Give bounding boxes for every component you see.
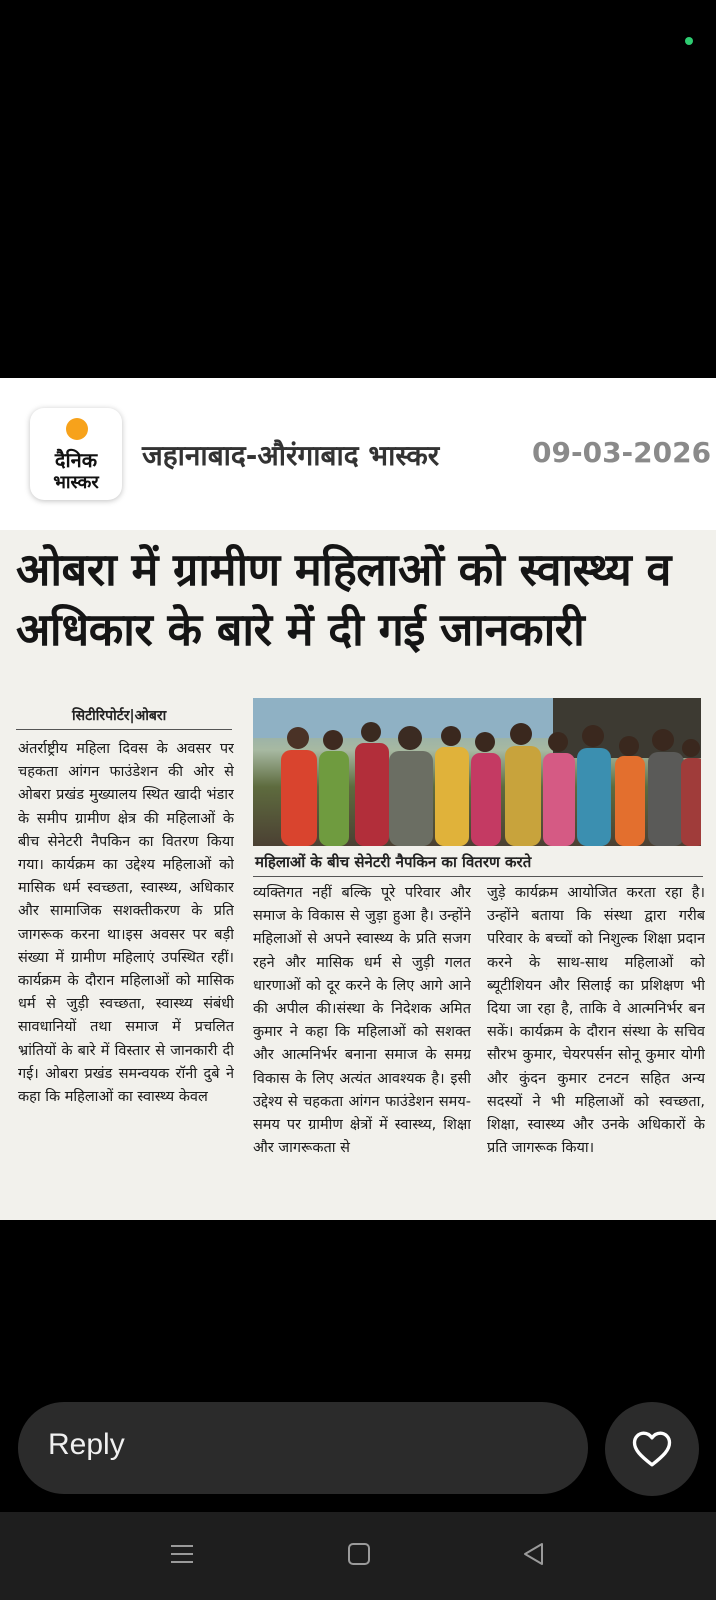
edition-title: जहानाबाद-औरंगाबाद भास्कर	[142, 439, 440, 472]
square-icon[interactable]	[345, 1540, 373, 1568]
article-byline: सिटीरिपोर्टर|ओबरा	[72, 708, 167, 724]
post-header	[0, 378, 716, 530]
triangle-back-icon[interactable]	[520, 1540, 548, 1568]
article-photo	[253, 698, 701, 846]
system-navigation-bar	[0, 1512, 716, 1600]
shared-news-clipping[interactable]	[0, 378, 716, 1220]
dainik-bhaskar-logo	[30, 408, 122, 500]
article-column-3: जुड़े कार्यक्रम आयोजित करता रहा है। उन्होंने बताया कि संस्था द्वारा गरीब परिवार के बच्चों को निशुल्क शिक्षा प्रदान करने के साथ-साथ महिलाओं को ब्यूटीशियन और सिलाई का प्रशिक्षण भी दिया जा रहा है, ताकि वे आत्मनिर्भर बन सकें। कार्यक्रम के दौरान संस्था के सचिव सौरभ कुमार, चेयरपर्सन सोनू कुमार योगी और कुंदन कुमार टनटन सहित अन्य सदस्यों ने भी महिलाओं को स्वच्छता, शिक्षा, स्वास्थ्य और उनके अधिकारों के प्रति जागरूक किया।	[487, 885, 705, 1157]
heart-icon	[632, 1430, 672, 1468]
caption-divider	[253, 876, 703, 877]
logo-line1: दैनिक	[54, 448, 98, 472]
article-headline: ओबरा में ग्रामीण महिलाओं को स्वास्थ्य व अधिकार के बारे में दी गई जानकारी	[16, 543, 671, 656]
logo-line2: भास्कर	[53, 472, 99, 493]
reply-label: Reply	[48, 1428, 125, 1461]
edition-date: 09-03-2026	[532, 436, 712, 469]
article-column-2: व्यक्तिगत नहीं बल्कि पूरे परिवार और समाज के विकास से जुड़ा हुआ है। उन्होंने महिलाओं से अपने स्वास्थ्य के प्रति सजग रहने और मासिक धर्म से जुड़ी गलत धारणाओं को दूर करने के लिए आगे आने की अपील की।संस्था के निदेशक अमित कुमार ने कहा कि महिलाओं को सशक्त और आत्मनिर्भर बनाना समाज के समग्र विकास के लिए अत्यंत आवश्यक है। इसी उद्देश्य से चहकता आंगन फाउंडेशन समय-समय पर ग्रामीण क्षेत्रों में स्वास्थ्य, शिक्षा और जागरूकता से	[253, 885, 471, 1157]
like-button[interactable]	[605, 1402, 699, 1496]
logo-sun-icon	[66, 418, 88, 440]
menu-lines-icon[interactable]	[168, 1540, 196, 1568]
newspaper-article	[0, 530, 716, 1220]
reply-input[interactable]	[18, 1402, 588, 1494]
photo-caption: महिलाओं के बीच सेनेटरी नैपकिन का वितरण करते	[255, 853, 532, 871]
article-column-1: अंतर्राष्ट्रीय महिला दिवस के अवसर पर चहकता आंगन फाउंडेशन की ओर से ओबरा प्रखंड मुख्यालय स्थित खादी भंडार के समीप ग्रामीण क्षेत्र की महिलाओं के बीच सेनेटरी नैपकिन का वितरण किया गया। कार्यक्रम का उद्देश्य महिलाओं को मासिक धर्म स्वच्छता, स्वास्थ्य, अधिकार और सामाजिक सशक्तीकरण के प्रति जागरूक करना था।इस अवसर पर बड़ी संख्या में ग्रामीण महिलाएं उपस्थित रहीं। कार्यक्रम के दौरान महिलाओं को मासिक धर्म से जुड़ी स्वच्छता, स्वास्थ्य संबंधी सावधानियों तथा समाज में प्रचलित भ्रांतियों के बारे में विस्तार से जानकारी दी गई। ओबरा प्रखंड समन्वयक रॉनी दुबे ने कहा कि महिलाओं का स्वास्थ्य केवल	[18, 741, 234, 1106]
status-indicator	[685, 37, 693, 45]
byline-divider	[16, 729, 232, 730]
